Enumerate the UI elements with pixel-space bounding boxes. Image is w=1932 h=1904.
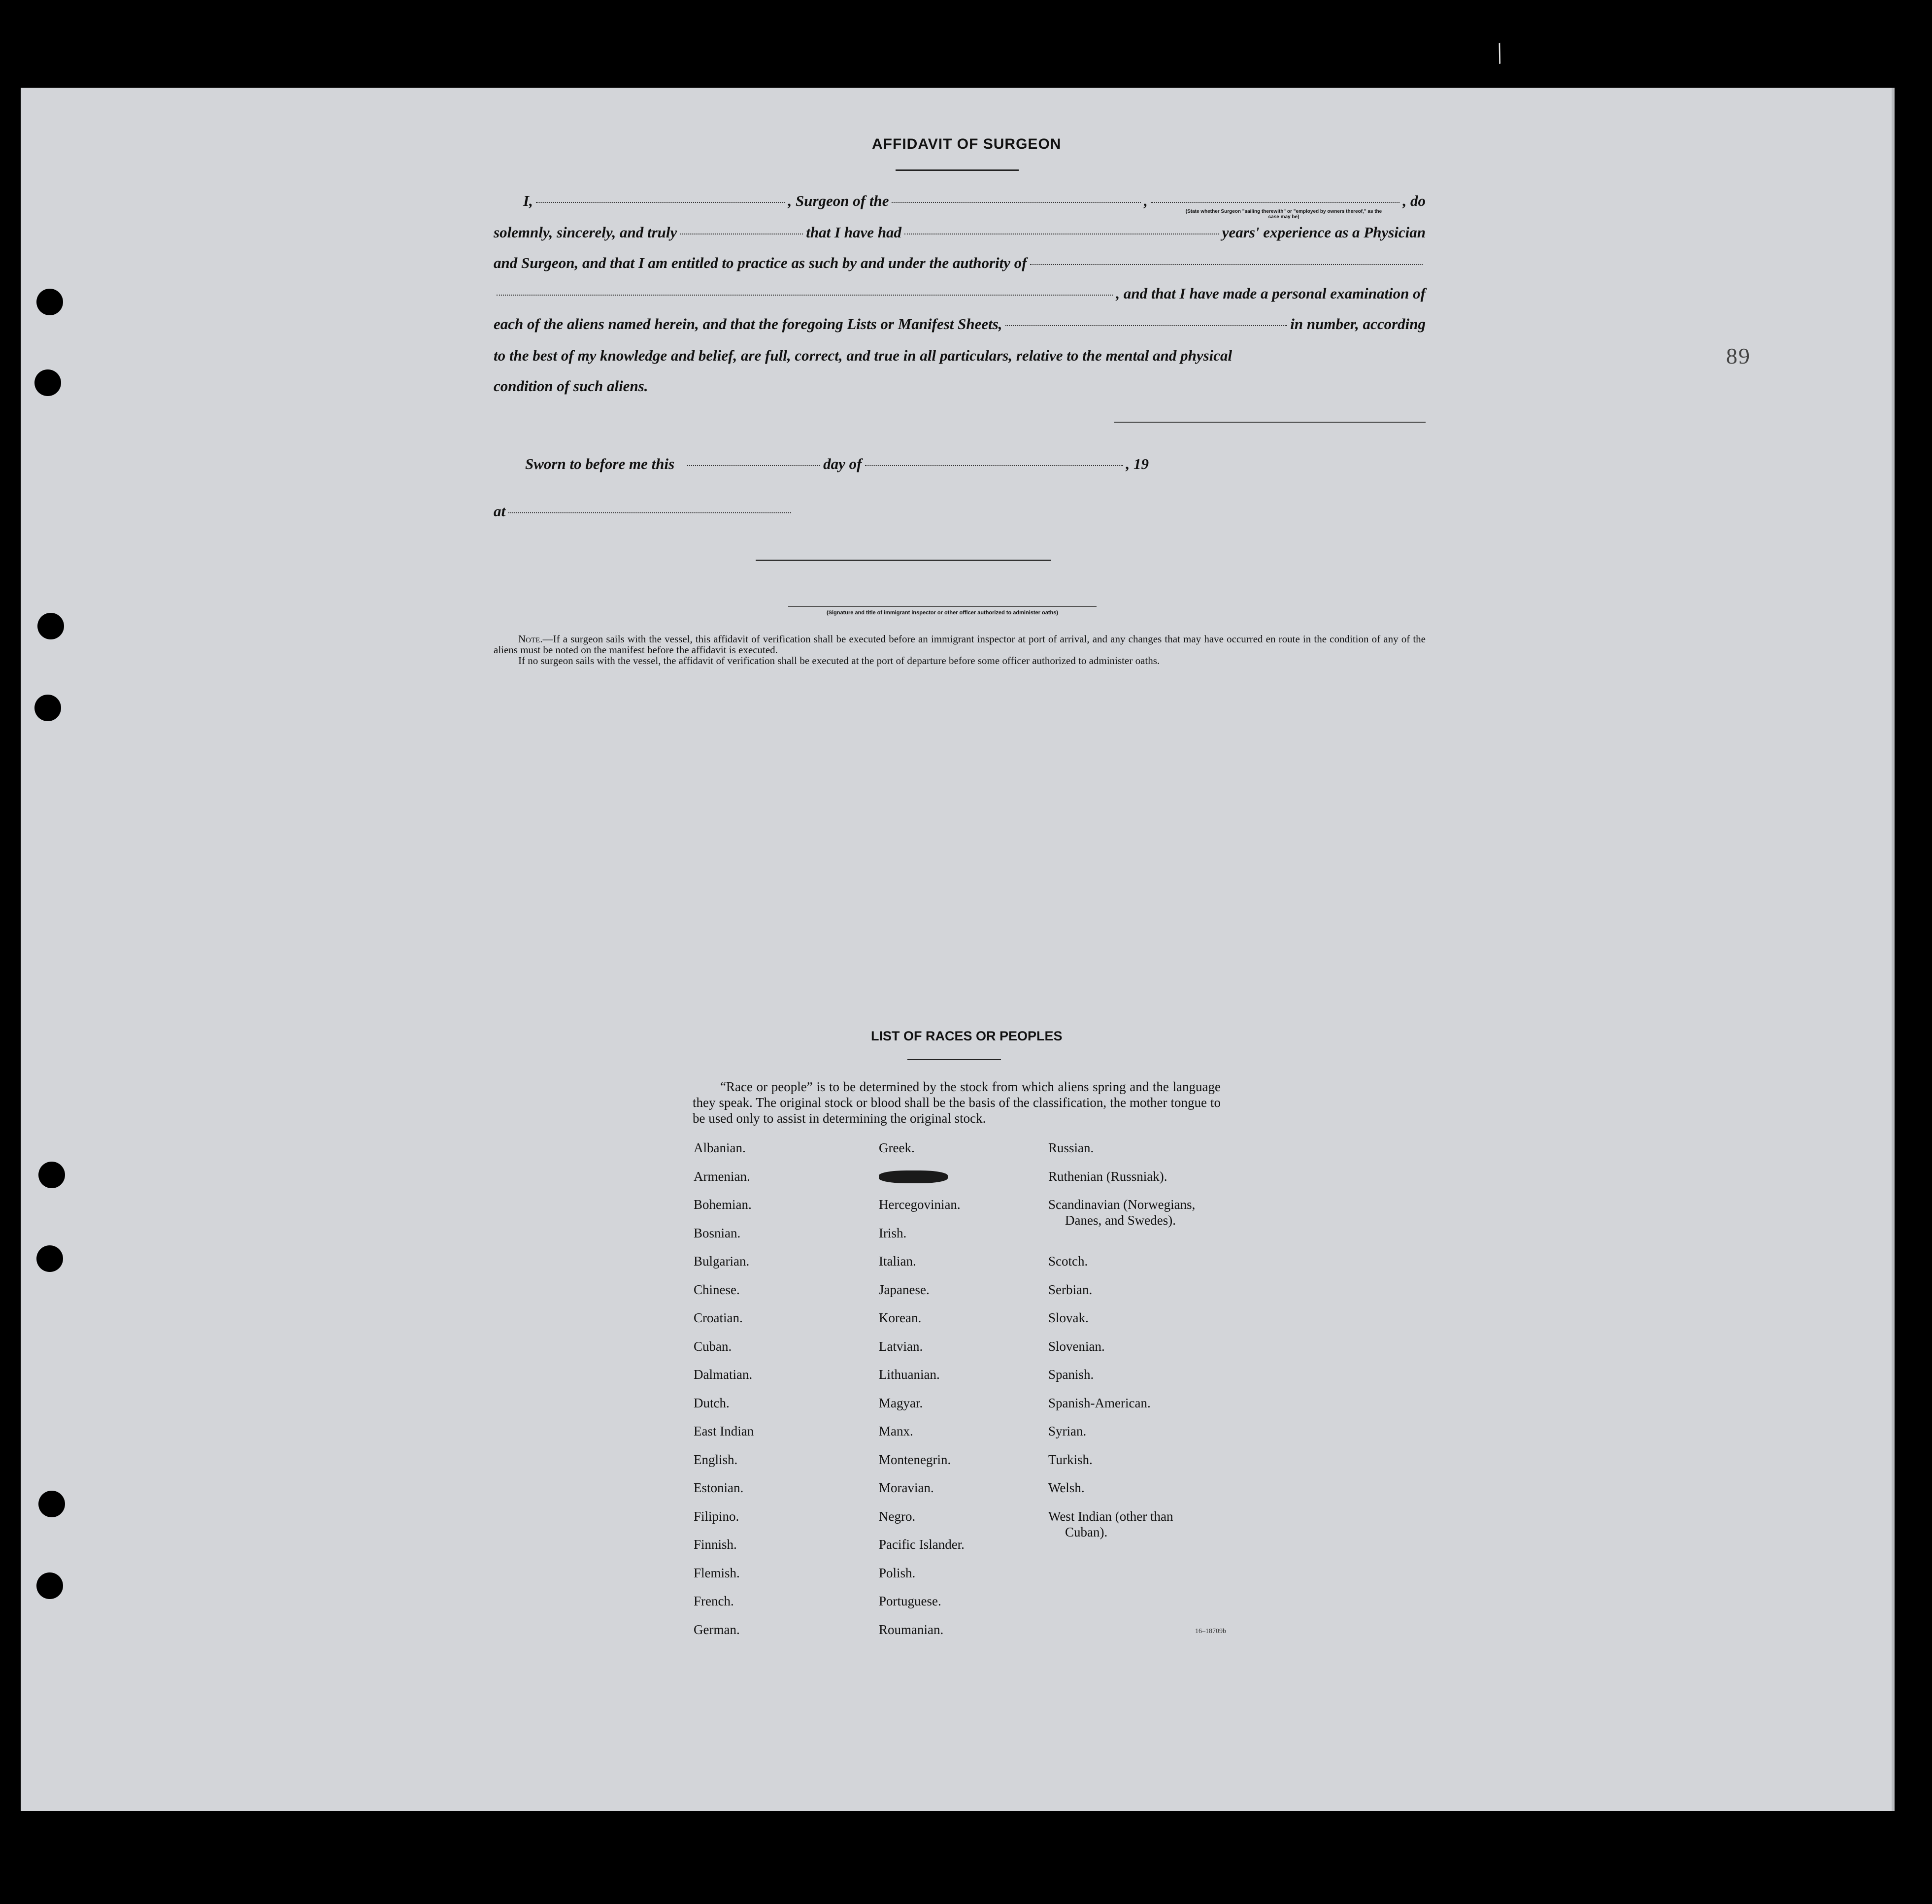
list-item: Scandinavian (Norwegians, Danes, and Swedes). — [1048, 1197, 1196, 1228]
binder-hole — [38, 1162, 65, 1188]
list-item: Filipino. — [694, 1508, 739, 1524]
list-item: Ruthenian (Russniak). — [1048, 1169, 1167, 1184]
list-item: Bulgarian. — [694, 1254, 750, 1269]
scan-mark: / — [1490, 36, 1509, 70]
races-column-1 — [694, 1140, 754, 1650]
list-item: Bosnian. — [694, 1225, 741, 1240]
at-line: at — [494, 502, 794, 520]
list-item: Magyar. — [879, 1395, 923, 1410]
affidavit-line-7: condition of such aliens. — [494, 377, 648, 395]
list-item: Hercegovinian. — [879, 1197, 961, 1212]
page-number: 89 — [1726, 343, 1751, 368]
binder-hole — [36, 1245, 63, 1272]
affidavit-line-2: solemnly, sincerely, and truly that I have had years' experience as a Physician — [494, 224, 1426, 241]
binder-hole — [36, 289, 63, 315]
list-item: Spanish. — [1048, 1367, 1094, 1382]
affidavit-line-5: each of the aliens named herein, and that the foregoing Lists or Manifest Sheets, in number, according — [494, 315, 1426, 333]
list-item: Polish. — [879, 1565, 916, 1580]
list-item: Chinese. — [694, 1282, 740, 1297]
list-item: Croatian. — [694, 1310, 743, 1325]
list-item: Albanian. — [694, 1140, 746, 1155]
list-item: Dutch. — [694, 1395, 730, 1410]
list-item: Scotch. — [1048, 1254, 1088, 1269]
form-number: 16–18709b — [1195, 1628, 1226, 1635]
list-item: Bohemian. — [694, 1197, 752, 1212]
affidavit-note: Note.—If a surgeon sails with the vessel, this affidavit of verification shall be executed before an immigrant inspector at port of arrival, and any changes that may have occurred en route in the condition of any of the aliens must be noted on the manifest before the affidavit is executed. If no surgeon sails with the vessel, the affidavit of verification shall be executed at the port of departure before some officer authorized to administer oaths. — [494, 633, 1426, 667]
blank-field[interactable] — [892, 202, 1141, 203]
list-item: Finnish. — [694, 1537, 737, 1552]
list-item: Lithuanian. — [879, 1367, 940, 1382]
affidavit-title: AFFIDAVIT OF SURGEON — [872, 136, 1062, 152]
binder-hole — [34, 695, 61, 721]
officer-signature-line[interactable] — [756, 560, 1051, 561]
affidavit-line-4: , and that I have made a personal examination of — [494, 285, 1426, 302]
list-item: Cuban. — [694, 1338, 732, 1354]
list-item: Serbian. — [1048, 1282, 1093, 1297]
blank-field[interactable] — [497, 295, 1113, 296]
races-intro: “Race or people” is to be determined by the stock from which aliens spring and the language they speak. The original stock or blood shall be the basis of the classification, the mother tongue to be used only to assist in determining the original stock. — [693, 1079, 1221, 1126]
binder-hole — [37, 613, 64, 639]
list-item: Turkish. — [1048, 1452, 1093, 1467]
list-item: Armenian. — [694, 1169, 750, 1184]
list-item: Estonian. — [694, 1480, 744, 1495]
list-item: West Indian (other than Cuban). — [1048, 1508, 1173, 1539]
blank-field[interactable] — [1005, 325, 1288, 326]
blank-field[interactable] — [1151, 202, 1400, 203]
list-item: Slovenian. — [1048, 1338, 1105, 1354]
list-item: Latvian. — [879, 1338, 923, 1354]
title-rule — [896, 169, 1019, 171]
list-item: Spanish-American. — [1048, 1395, 1151, 1410]
affidavit-line-6: to the best of my knowledge and belief, are full, correct, and true in all particulars, relative to the mental and physical — [494, 347, 1232, 364]
list-item: Moravian. — [879, 1480, 934, 1495]
list-item: German. — [694, 1622, 740, 1637]
list-item: Roumanian. — [879, 1622, 944, 1637]
binder-hole — [38, 1491, 65, 1517]
list-item-redacted — [879, 1169, 965, 1197]
blank-field[interactable] — [687, 465, 820, 466]
binder-hole — [34, 369, 61, 396]
signature-title-line — [788, 606, 1097, 607]
list-item: East Indian — [694, 1424, 754, 1438]
races-column-2 — [879, 1140, 965, 1650]
signature-caption: (Signature and title of immigrant inspector or other officer authorized to administer oaths) — [827, 610, 1058, 616]
list-item: Flemish. — [694, 1565, 740, 1580]
blank-field[interactable] — [1030, 264, 1423, 265]
blank-field[interactable] — [508, 512, 791, 513]
sworn-line: Sworn to before me this day of , 19 — [525, 455, 1149, 472]
list-item: Welsh. — [1048, 1480, 1085, 1495]
races-column-3 — [1048, 1140, 1195, 1565]
list-item: Irish. — [879, 1225, 907, 1240]
list-item: Syrian. — [1048, 1424, 1087, 1438]
list-item: Korean. — [879, 1310, 922, 1325]
list-item: Italian. — [879, 1254, 916, 1269]
affidavit-line-1: I, , Surgeon of the , , do — [523, 192, 1426, 209]
list-item: French. — [694, 1594, 734, 1608]
list-item: English. — [694, 1452, 738, 1467]
list-item: Japanese. — [879, 1282, 930, 1297]
affidavit-line-3: and Surgeon, and that I am entitled to practice as such by and under the authority of — [494, 254, 1426, 272]
list-item: Russian. — [1048, 1140, 1094, 1155]
races-title: LIST OF RACES OR PEOPLES — [871, 1029, 1063, 1043]
races-title-rule — [907, 1059, 1001, 1060]
blank-field[interactable] — [536, 202, 785, 203]
surgeon-status-note: (State whether Surgeon "sailing therewith" or "employed by owners thereof," as the case may be) — [1185, 209, 1382, 220]
list-item: Pacific Islander. — [879, 1537, 965, 1552]
blank-field[interactable] — [865, 465, 1123, 466]
list-item: Dalmatian. — [694, 1367, 753, 1382]
list-item: Manx. — [879, 1424, 913, 1438]
ink-smudge — [879, 1170, 948, 1183]
list-item: Negro. — [879, 1508, 916, 1524]
list-item: Slovak. — [1048, 1310, 1089, 1325]
list-item: Montenegrin. — [879, 1452, 951, 1467]
list-item: Greek. — [879, 1140, 915, 1155]
surgeon-signature-line[interactable] — [1114, 422, 1426, 423]
list-item: Portuguese. — [879, 1594, 941, 1608]
binder-hole — [36, 1572, 63, 1599]
